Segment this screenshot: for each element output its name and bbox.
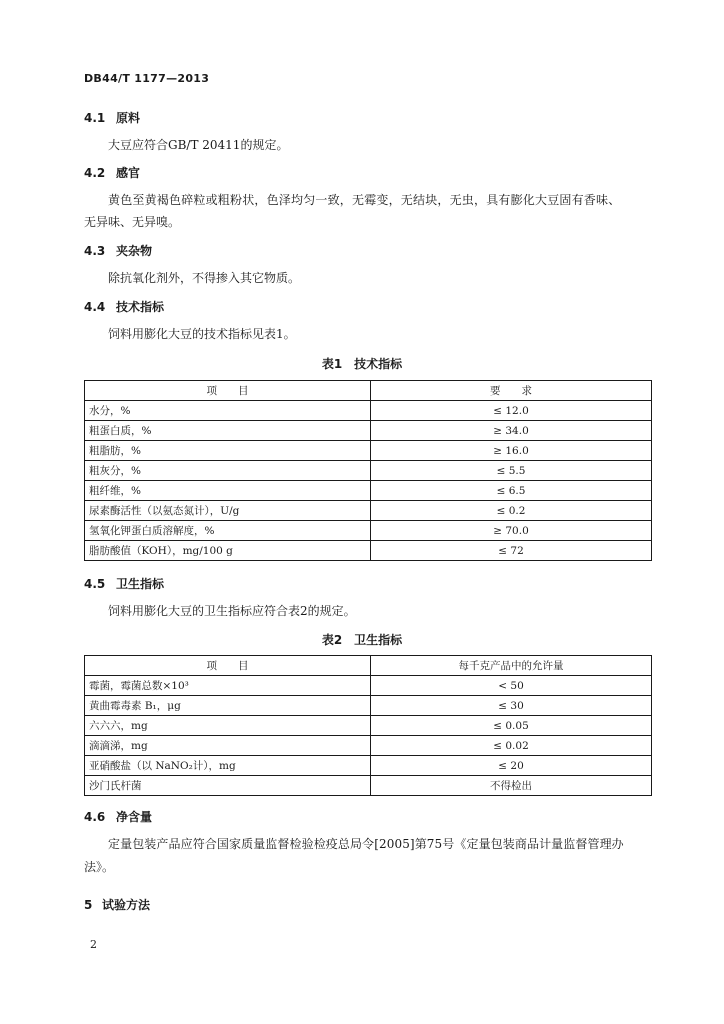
technical-index-table — [84, 380, 652, 561]
section-4-1-heading — [84, 109, 140, 126]
section-number: 4.5 — [84, 577, 106, 591]
section-number: 4.3 — [84, 244, 106, 258]
table-row — [85, 421, 652, 441]
section-4-4-heading — [84, 298, 164, 315]
table-cell-item: 粗纤维，% — [85, 481, 371, 501]
section-4-1-text: 大豆应符合GB/T 20411的规定。 — [108, 138, 289, 152]
section-title: 技术指标 — [116, 300, 165, 314]
section-4-6-text-line2: 法》。 — [84, 860, 115, 874]
table-row — [85, 716, 652, 736]
table-cell-value: ≤ 0.2 — [371, 501, 652, 521]
table-row — [85, 461, 652, 481]
section-4-4-text: 饲料用膨化大豆的技术指标见表1。 — [108, 327, 296, 341]
section-4-3-heading — [84, 242, 152, 259]
table-header-cell: 项 目 — [85, 656, 371, 676]
table-header-cell: 每千克产品中的允许量 — [371, 656, 652, 676]
table-cell-value: 不得检出 — [371, 776, 652, 796]
table-cell-item: 霉菌，霉菌总数×10³ — [85, 676, 371, 696]
section-number: 4.4 — [84, 300, 106, 314]
table2-caption: 表2 卫生指标 — [321, 633, 403, 647]
table-cell-value: ≤ 30 — [371, 696, 652, 716]
table-cell-item: 氢氧化钾蛋白质溶解度，% — [85, 521, 371, 541]
table-cell-item: 粗蛋白质，% — [85, 421, 371, 441]
table-cell-value: ≤ 6.5 — [371, 481, 652, 501]
document-code: DB44/T 1177—2013 — [84, 72, 210, 85]
table-cell-value: ≤ 0.05 — [371, 716, 652, 736]
table-cell-item: 滴滴涕，mg — [85, 736, 371, 756]
section-4-2-heading — [84, 164, 140, 181]
section-4-5-text: 饲料用膨化大豆的卫生指标应符合表2的规定。 — [108, 604, 356, 618]
table1-caption: 表1 技术指标 — [321, 357, 403, 371]
table-row — [85, 676, 652, 696]
table-cell-value: ≥ 34.0 — [371, 421, 652, 441]
section-4-6-text-line1: 定量包装产品应符合国家质量监督检验检疫总局令[2005]第75号《定量包装商品计量监督管理办 — [108, 837, 624, 851]
table-cell-item: 脂肪酸值（KOH），mg/100 g — [85, 541, 371, 561]
table-cell-value: ≤ 20 — [371, 756, 652, 776]
page-number: 2 — [90, 938, 97, 951]
table-cell-item: 黄曲霉毒素 B₁，μg — [85, 696, 371, 716]
table-cell-item: 尿素酶活性（以氨态氮计），U/g — [85, 501, 371, 521]
hygiene-index-table — [84, 655, 652, 796]
section-5-heading — [84, 896, 150, 913]
section-number: 4.1 — [84, 111, 106, 125]
table-cell-value: < 50 — [371, 676, 652, 696]
section-title: 试验方法 — [102, 898, 151, 912]
table-cell-value: ≤ 72 — [371, 541, 652, 561]
table-header-cell: 项 目 — [85, 381, 371, 401]
table-row — [85, 736, 652, 756]
table-header-row — [85, 381, 652, 401]
table-header-cell: 要 求 — [371, 381, 652, 401]
section-title: 卫生指标 — [116, 577, 165, 591]
table-header-row — [85, 656, 652, 676]
table-cell-item: 沙门氏杆菌 — [85, 776, 371, 796]
table-row — [85, 481, 652, 501]
section-4-3-text: 除抗氧化剂外，不得掺入其它物质。 — [108, 271, 301, 285]
table-cell-value: ≥ 16.0 — [371, 441, 652, 461]
section-title: 净含量 — [116, 810, 153, 824]
table-cell-value: ≤ 12.0 — [371, 401, 652, 421]
section-number: 4.6 — [84, 810, 106, 824]
table-cell-item: 水分，% — [85, 401, 371, 421]
table-cell-item: 粗脂肪，% — [85, 441, 371, 461]
table-row — [85, 756, 652, 776]
table-row — [85, 696, 652, 716]
table-row — [85, 521, 652, 541]
table-row — [85, 441, 652, 461]
section-4-5-heading — [84, 575, 164, 592]
section-title: 原料 — [116, 111, 141, 125]
table-row — [85, 776, 652, 796]
table-cell-item: 六六六，mg — [85, 716, 371, 736]
table-row — [85, 541, 652, 561]
table-cell-value: ≥ 70.0 — [371, 521, 652, 541]
table-cell-item: 亚硝酸盐（以 NaNO₂计），mg — [85, 756, 371, 776]
section-number: 4.2 — [84, 166, 106, 180]
section-title: 夹杂物 — [116, 244, 153, 258]
table-cell-value: ≤ 5.5 — [371, 461, 652, 481]
section-title: 感官 — [116, 166, 141, 180]
table-row — [85, 501, 652, 521]
section-4-6-heading — [84, 808, 152, 825]
table-cell-item: 粗灰分，% — [85, 461, 371, 481]
section-4-2-text-line2: 无异味、无异嗅。 — [84, 215, 181, 229]
table-row — [85, 401, 652, 421]
table-cell-value: ≤ 0.02 — [371, 736, 652, 756]
section-4-2-text-line1: 黄色至黄褐色碎粒或粗粉状，色泽均匀一致，无霉变，无结块，无虫，具有膨化大豆固有香味、 — [108, 193, 621, 207]
section-number: 5 — [84, 898, 93, 912]
